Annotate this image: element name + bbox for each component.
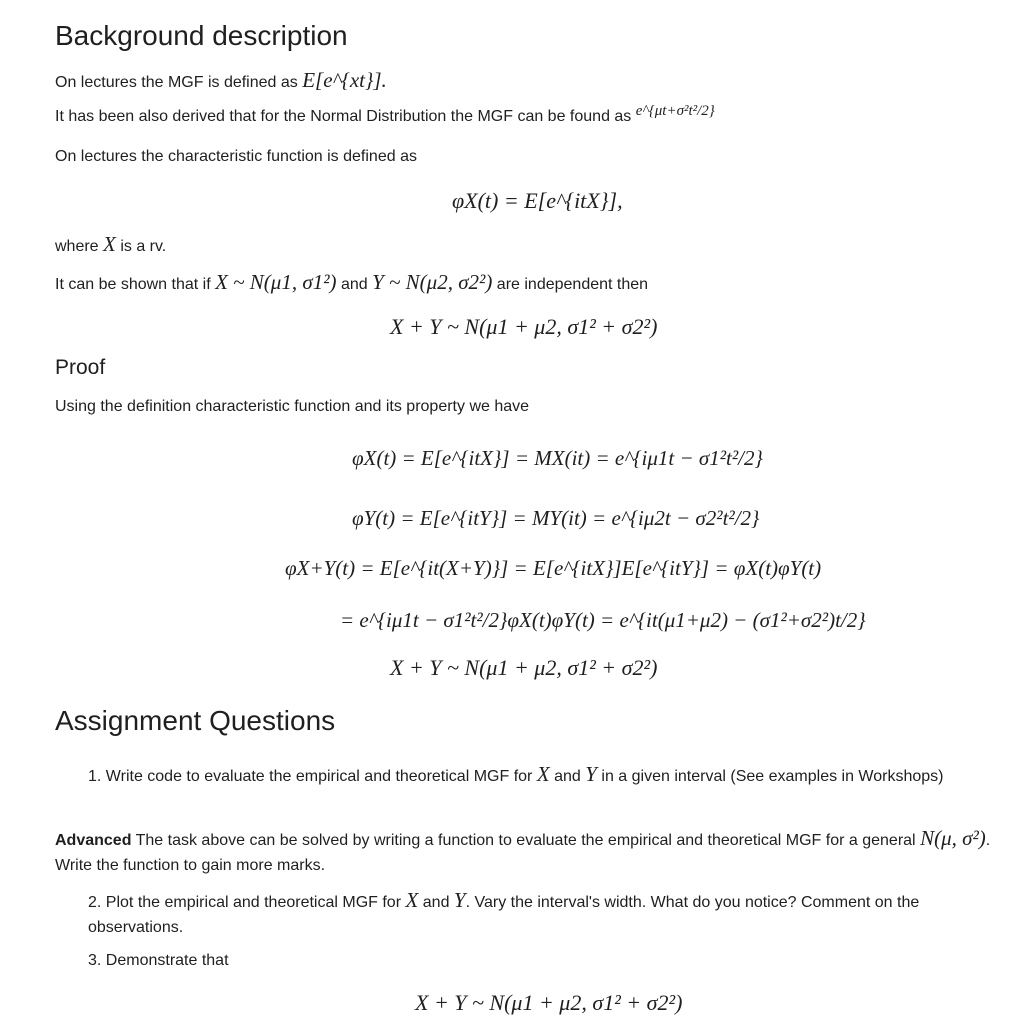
indep-post: are independent then [496,276,649,293]
advanced-tail: . Write the function to gain more marks. [55,832,991,874]
indep-y-dist: Y ~ N(μ2, σ2²) [372,270,493,294]
indep-x-dist: X ~ N(μ1, σ1²) [215,270,337,294]
where-line [55,232,166,257]
normal-mgf-math: e^{μt+σ²t²/2} [635,103,715,119]
question-2-y: Y [453,888,466,912]
question-3 [88,952,229,970]
independence-line [55,270,648,295]
where-var: X [103,232,116,256]
cf-intro-line: On lectures the characteristic function is defined as [55,148,417,165]
question-1-number: 1. [88,768,102,785]
mgf-definition-text: On lectures the MGF is defined as [55,74,298,91]
question-1-y: Y [585,762,597,786]
proof-equation-4: = e^{iμ1t − σ1²t²/2}φX(t)φY(t) = e^{it(μ1+μ2) − (σ1²+σ2²)t/2} [340,608,866,632]
proof-intro: Using the definition characteristic function and its property we have [55,398,530,415]
question-1-x: X [536,762,550,786]
background-heading: Background description [55,20,348,51]
mgf-definition-math: E[e^{xt}]. [302,68,387,92]
question-2 [88,888,988,940]
normal-mgf-line [55,103,715,126]
question-2-text-a: Plot the empirical and theoretical MGF for [105,894,402,911]
question-3-number: 3. [88,952,102,969]
indep-and: and [340,276,368,293]
advanced-text: The task above can be solved by writing a function to evaluate the empirical and theoretical MGF for a general [135,832,916,849]
question-1-text-a: Write code to evaluate the empirical and theoretical MGF for [105,768,533,785]
mgf-definition-line [55,68,387,93]
question-1-and: and [554,768,581,785]
indep-pre: It can be shown that if [55,276,211,293]
advanced-note [55,826,1000,878]
proof-equation-3: φX+Y(t) = E[e^{it(X+Y)}] = E[e^{itX}]E[e^{itY}] = φX(t)φY(t) [285,556,822,580]
normal-mgf-text: It has been also derived that for the Normal Distribution the MGF can be found as [55,108,632,125]
where-post: is a rv. [120,238,167,255]
question-2-x: X [405,888,419,912]
proof-heading: Proof [55,356,106,379]
advanced-math: N(μ, σ²) [920,826,986,850]
assignment-heading: Assignment Questions [55,705,336,736]
question-2-text-b: . Vary the interval's width. What do you notice? Comment on the observations. [88,894,920,936]
sum-distribution-equation: X + Y ~ N(μ1 + μ2, σ1² + σ2²) [390,314,658,339]
question-2-and: and [422,894,450,911]
question-1-text-b: in a given interval (See examples in Workshops) [601,768,944,785]
question-3-text: Demonstrate that [105,952,229,969]
cf-definition-equation: φX(t) = E[e^{itX}], [452,188,623,213]
question-1 [88,762,968,789]
question-2-number: 2. [88,894,102,911]
question-3-equation: X + Y ~ N(μ1 + μ2, σ1² + σ2²) [415,990,683,1015]
where-pre: where [55,238,99,255]
proof-equation-2: φY(t) = E[e^{itY}] = MY(it) = e^{iμ2t − σ2²t²/2} [352,506,760,530]
proof-equation-1: φX(t) = E[e^{itX}] = MX(it) = e^{iμ1t − σ1²t²/2} [352,446,763,470]
proof-equation-5: X + Y ~ N(μ1 + μ2, σ1² + σ2²) [390,655,658,680]
advanced-label: Advanced [55,832,132,849]
